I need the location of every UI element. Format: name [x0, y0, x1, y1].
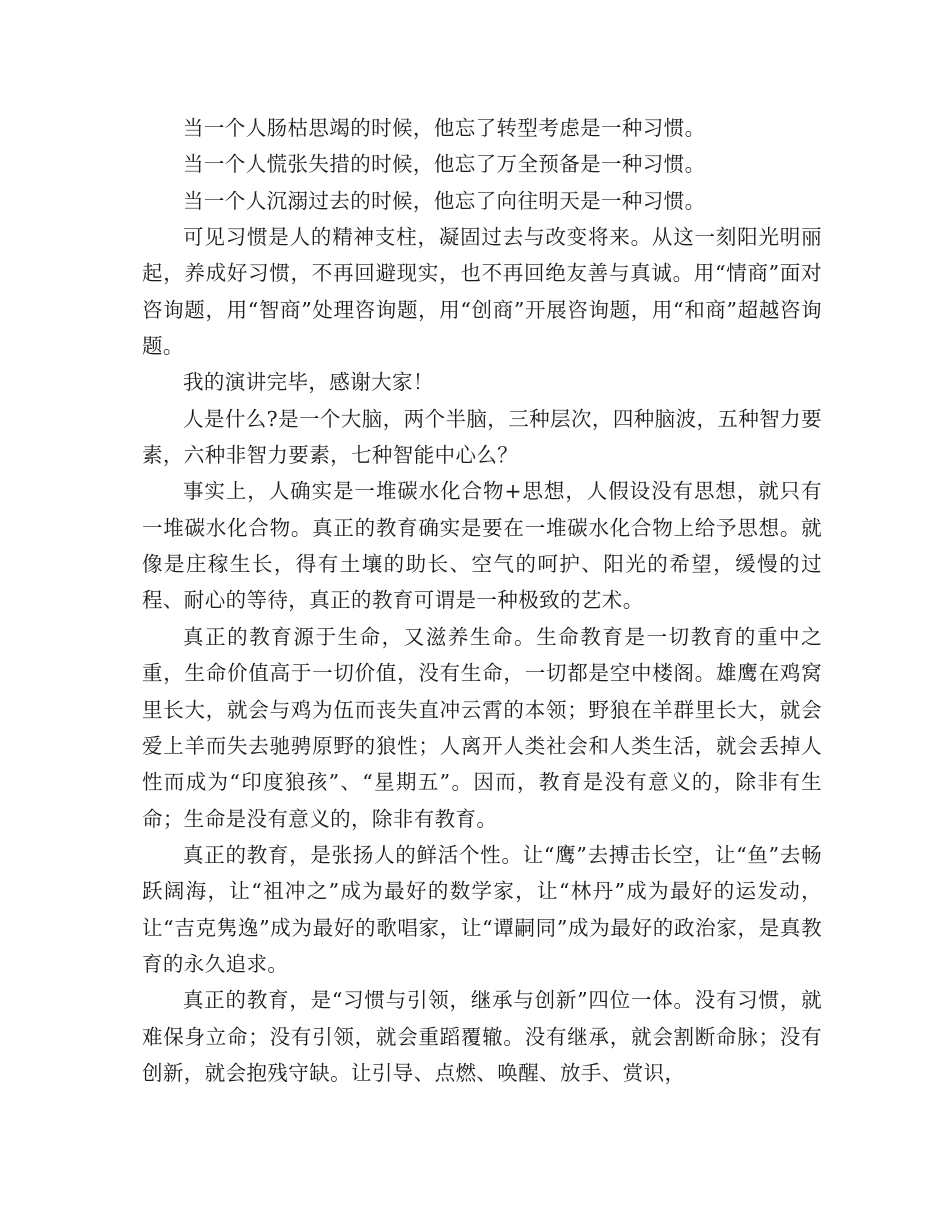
paragraph: 可见习惯是人的精神支柱，凝固过去与改变将来。从这一刻阳光明丽起，养成好习惯，不再回避现实，也不再回绝友善与真诚。用“情商”面对咨询题，用“智商”处理咨询题，用“创商”开展咨询题，用“和商”超越咨询题。	[142, 225, 822, 359]
paragraph: 真正的教育源于生命，又滋养生命。生命教育是一切教育的重中之重，生命价值高于一切价值，没有生命，一切都是空中楼阁。雄鹰在鸡窝里长大，就会与鸡为伍而丧失直冲云霄的本领；野狼在羊群里长大，就会爱上羊而失去驰骋原野的狼性；人离开人类社会和人类生活，就会丢掉人性而成为“印度狼孩”、“星期五”。因而，教育是没有意义的，除非有生命；生命是没有意义的，除非有教育。	[142, 624, 822, 831]
paragraph: 我的演讲完毕，感谢大家！	[183, 370, 434, 395]
paragraph: 事实上，人确实是一堆碳水化合物+思想，人假设没有思想，就只有一堆碳水化合物。真正的教育确实是要在一堆碳水化合物上给予思想。就像是庄稼生长，得有土壤的助长、空气的呵护、阳光的希望，缓慢的过程、耐心的等待，真正的教育可谓是一种极致的艺术。	[142, 479, 822, 613]
document-body	[142, 110, 822, 1091]
paragraph: 当一个人肠枯思竭的时候，他忘了转型考虑是一种习惯。	[183, 116, 706, 140]
paragraph: 真正的教育，是张扬人的鲜活个性。让“鹰”去搏击长空，让“鱼”去畅跃阔海，让“祖冲之”成为最好的数学家，让“林丹”成为最好的运发动，让“吉克隽逸”成为最好的歌唱家，让“谭嗣同”成为最好的政治家，是真教育的永久追求。	[142, 842, 822, 976]
paragraph: 人是什么?是一个大脑，两个半脑，三种层次，四种脑波，五种智力要素，六种非智力要素，七种智能中心么？	[142, 406, 822, 468]
paragraph: 真正的教育，是“习惯与引领，继承与创新”四位一体。没有习惯，就难保身立命；没有引领，就会重蹈覆辙。没有继承，就会割断命脉；没有创新，就会抱残守缺。让引导、点燃、唤醒、放手、赏识，	[142, 988, 822, 1085]
paragraph: 当一个人慌张失措的时候，他忘了万全预备是一种习惯。	[183, 152, 706, 177]
paragraph: 当一个人沉溺过去的时候，他忘了向往明天是一种习惯。	[183, 188, 706, 213]
